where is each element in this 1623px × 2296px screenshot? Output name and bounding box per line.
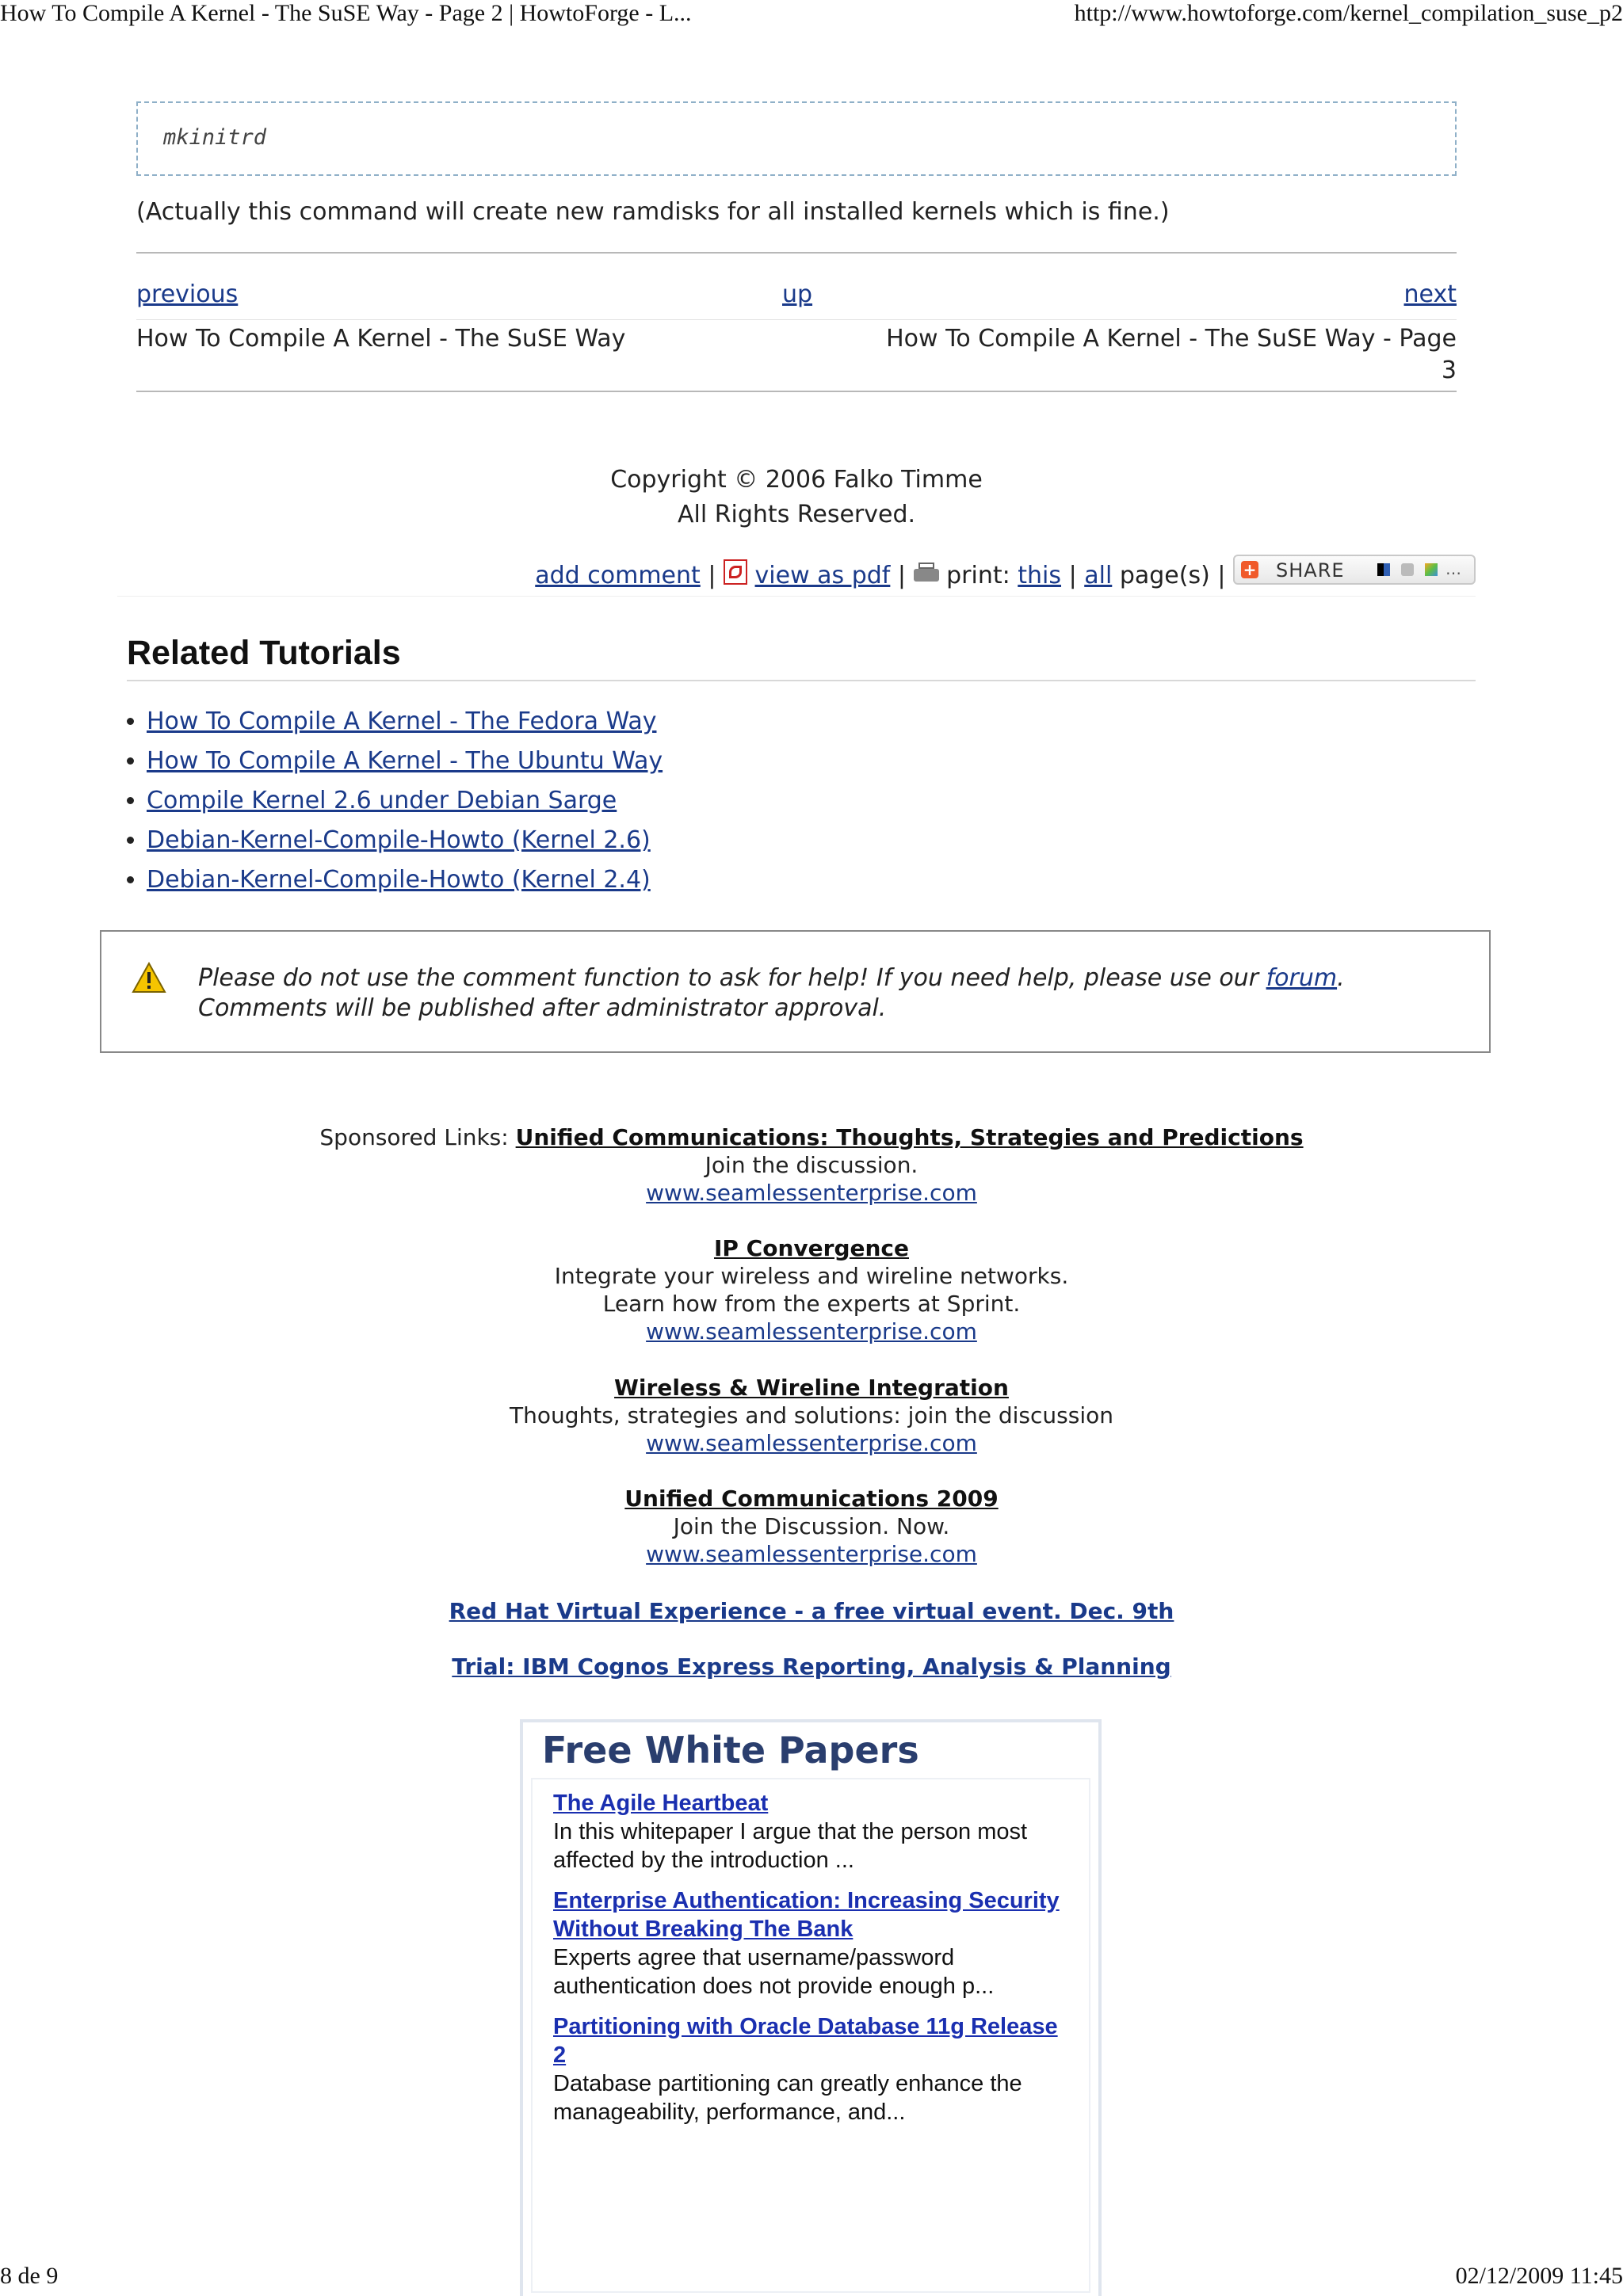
share-button[interactable] xyxy=(1233,555,1476,585)
ad-url-link[interactable]: www.seamlessenterprise.com xyxy=(646,1180,977,1206)
divider xyxy=(127,680,1476,681)
white-paper-desc: Experts agree that username/password xyxy=(553,1945,955,1970)
white-paper-desc: In this whitepaper I argue that the person most xyxy=(553,1819,1028,1844)
forum-link[interactable]: forum xyxy=(1266,964,1338,992)
ibm-link-row xyxy=(0,1653,1623,1680)
up-link[interactable]: up xyxy=(782,280,813,308)
ad-url-link[interactable]: www.seamlessenterprise.com xyxy=(646,1430,977,1456)
white-papers-widget xyxy=(520,1719,1102,2296)
copyright-line: Copyright © 2006 Falko Timme xyxy=(610,466,983,494)
print-this-link[interactable]: this xyxy=(1018,562,1062,589)
divider xyxy=(136,391,1457,392)
bookmark-icon xyxy=(1425,563,1438,576)
white-paper-title-link[interactable] xyxy=(553,2012,1092,2069)
comment-notice xyxy=(100,930,1491,1053)
ibm-cognos-link[interactable]: Trial: IBM Cognos Express Reporting, Analysis & Planning xyxy=(452,1653,1171,1680)
list-item xyxy=(147,821,663,860)
related-link-ubuntu[interactable]: How To Compile A Kernel - The Ubuntu Way xyxy=(147,747,663,775)
delicious-icon xyxy=(1377,563,1390,576)
separator: | xyxy=(1217,562,1226,589)
ad-description: Learn how from the experts at Sprint. xyxy=(602,1291,1021,1317)
list-item xyxy=(147,702,663,742)
white-paper-desc: authentication does not provide enough p... xyxy=(553,1974,995,1999)
white-paper-item xyxy=(553,1789,1092,1875)
code-block xyxy=(136,101,1457,176)
separator: | xyxy=(1068,562,1077,589)
related-link-debian-sarge[interactable]: Compile Kernel 2.6 under Debian Sarge xyxy=(147,787,617,814)
ad-description: Thoughts, strategies and solutions: join the discussion xyxy=(509,1402,1113,1428)
white-paper-title-link[interactable] xyxy=(553,1886,1092,1943)
notice-text-before: Please do not use the comment function to ask for help! If you need help, please use our xyxy=(198,964,1266,992)
notice-text-after: . xyxy=(1337,964,1345,992)
note-text: (Actually this command will create new ramdisks for all installed kernels which is fine.) xyxy=(136,198,1170,226)
view-as-pdf-link[interactable]: view as pdf xyxy=(754,562,891,589)
printer-icon xyxy=(914,563,939,583)
sponsored-ad-1 xyxy=(0,1123,1623,1207)
white-paper-title-text: The Agile Heartbeat xyxy=(553,1791,769,1816)
redhat-link-row xyxy=(0,1597,1623,1625)
ad-title-link[interactable]: Wireless & Wireline Integration xyxy=(614,1375,1009,1401)
notice-line2: Comments will be published after administrator approval. xyxy=(198,994,887,1022)
ad-url-link[interactable]: www.seamlessenterprise.com xyxy=(646,1318,977,1344)
divider xyxy=(117,596,1476,597)
related-tutorials-list xyxy=(119,702,663,900)
related-tutorials-heading: Related Tutorials xyxy=(127,634,401,672)
separator: | xyxy=(897,562,907,589)
digg-icon xyxy=(1401,563,1414,576)
ad-title-link[interactable]: Unified Communications: Thoughts, Strategies and Predictions xyxy=(515,1124,1304,1150)
list-item xyxy=(147,860,663,900)
white-paper-title-link[interactable] xyxy=(553,1789,1092,1817)
white-papers-list xyxy=(531,1778,1090,2293)
plus-icon: + xyxy=(1241,561,1258,578)
sponsored-ad-2 xyxy=(0,1234,1623,1345)
previous-link[interactable]: previous xyxy=(136,280,239,308)
ad-title-link[interactable]: IP Convergence xyxy=(713,1235,909,1261)
white-paper-desc: Database partitioning can greatly enhance the xyxy=(553,2071,1022,2096)
print-footer-page: 8 de 9 xyxy=(0,2263,59,2289)
pdf-icon[interactable] xyxy=(724,559,747,585)
notice-line1 xyxy=(198,963,1345,994)
list-item xyxy=(147,742,663,781)
ad-description: Join the discussion. xyxy=(705,1152,918,1178)
share-label: SHARE xyxy=(1276,559,1345,582)
ad-url-link[interactable]: www.seamlessenterprise.com xyxy=(646,1541,977,1567)
print-header-title: How To Compile A Kernel - The SuSE Way - Page 2 | HowtoForge - L... xyxy=(0,0,692,26)
white-papers-heading: Free White Papers xyxy=(542,1729,919,1772)
add-comment-link[interactable]: add comment xyxy=(535,562,701,589)
ad-title-link[interactable]: Unified Communications 2009 xyxy=(624,1486,999,1512)
rights-line: All Rights Reserved. xyxy=(677,501,916,528)
next-page-title-line1: How To Compile A Kernel - The SuSE Way - Page xyxy=(886,325,1457,353)
ad-description: Integrate your wireless and wireline networks. xyxy=(554,1263,1069,1289)
print-label: print: xyxy=(946,562,1010,589)
notice-text xyxy=(198,963,1345,1024)
white-paper-title-text: Enterprise Authentication: Increasing Security xyxy=(553,1888,1060,1913)
divider xyxy=(136,252,1457,254)
white-paper-item xyxy=(553,1886,1092,2000)
redhat-link[interactable]: Red Hat Virtual Experience - a free virtual event. Dec. 9th xyxy=(449,1598,1174,1624)
code-text: mkinitrd xyxy=(163,125,267,150)
warning-icon xyxy=(132,962,166,994)
ad-description: Join the Discussion. Now. xyxy=(673,1513,950,1539)
sponsored-label: Sponsored Links: xyxy=(319,1124,509,1150)
previous-page-title: How To Compile A Kernel - The SuSE Way xyxy=(136,325,626,353)
next-link[interactable]: next xyxy=(1403,280,1457,308)
next-page-title xyxy=(886,323,1457,387)
related-link-debian-2-4[interactable]: Debian-Kernel-Compile-Howto (Kernel 2.4) xyxy=(147,866,651,894)
list-item xyxy=(147,781,663,821)
white-paper-title-text: Without Breaking The Bank xyxy=(553,1917,854,1942)
sponsored-ad-3 xyxy=(0,1374,1623,1457)
separator: | xyxy=(708,562,716,589)
white-paper-desc: manageability, performance, and... xyxy=(553,2100,906,2125)
print-header-url: http://www.howtoforge.com/kernel_compilation_suse_p2 xyxy=(1074,0,1623,26)
white-paper-title-text: Partitioning with Oracle Database 11g Release xyxy=(553,2014,1058,2039)
action-bar xyxy=(535,555,1476,589)
print-all-link[interactable]: all xyxy=(1084,562,1113,589)
white-paper-title-text: 2 xyxy=(553,2042,567,2068)
pages-label: page(s) xyxy=(1119,562,1210,589)
next-page-title-line2: 3 xyxy=(1441,357,1457,384)
sponsored-ad-4 xyxy=(0,1485,1623,1568)
white-paper-desc: affected by the introduction ... xyxy=(553,1848,854,1873)
white-paper-item xyxy=(553,2012,1092,2126)
more-icon: … xyxy=(1445,559,1461,578)
related-link-fedora[interactable]: How To Compile A Kernel - The Fedora Way xyxy=(147,707,657,735)
related-link-debian-2-6[interactable]: Debian-Kernel-Compile-Howto (Kernel 2.6) xyxy=(147,826,651,854)
nav-divider xyxy=(136,319,1457,320)
print-footer-datetime: 02/12/2009 11:45 xyxy=(1455,2263,1623,2289)
